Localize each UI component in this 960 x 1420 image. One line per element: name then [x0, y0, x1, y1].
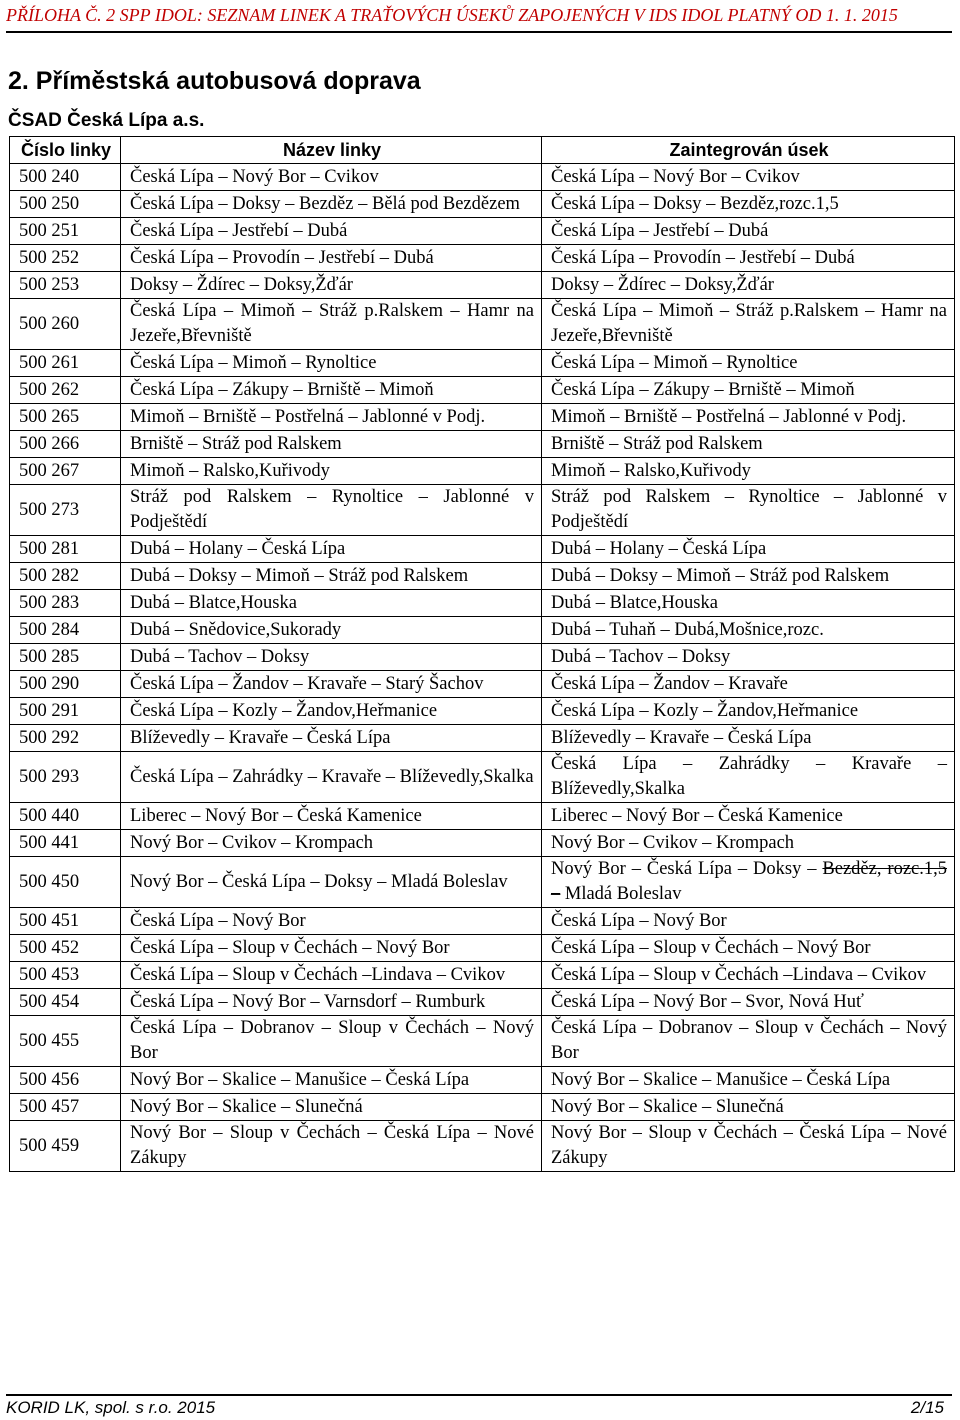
integrated-section: Dubá – Tuhaň – Dubá,Mošnice,rozc. — [542, 617, 955, 644]
integrated-section: Doksy – Ždírec – Doksy,Žďár — [542, 272, 955, 299]
line-name: Mimoň – Brniště – Postřelná – Jablonné v Podj. — [121, 404, 542, 431]
integrated-section: Česká Lípa – Nový Bor – Svor, Nová Huť — [542, 989, 955, 1016]
table-row — [10, 617, 955, 644]
integrated-section: Česká Lípa – Sloup v Čechách –Lindava – Cvikov — [542, 962, 955, 989]
table-row — [10, 1121, 955, 1172]
integrated-section: Česká Lípa – Doksy – Bezděz,rozc.1,5 — [542, 191, 955, 218]
line-number: 500 283 — [10, 590, 121, 617]
line-number: 500 290 — [10, 671, 121, 698]
integrated-section: Česká Lípa – Žandov – Kravaře — [542, 671, 955, 698]
table-row — [10, 830, 955, 857]
line-number: 500 253 — [10, 272, 121, 299]
line-name: Mimoň – Ralsko,Kuřivody — [121, 458, 542, 485]
line-name: Blíževedly – Kravaře – Česká Lípa — [121, 725, 542, 752]
column-header-number: Číslo linky — [10, 137, 121, 164]
line-number: 500 293 — [10, 752, 121, 803]
table-row — [10, 857, 955, 908]
line-name: Česká Lípa – Nový Bor — [121, 908, 542, 935]
integrated-section: Česká Lípa – Kozly – Žandov,Heřmanice — [542, 698, 955, 725]
page-footer — [6, 1394, 952, 1420]
line-number: 500 266 — [10, 431, 121, 458]
integrated-section: Česká Lípa – Nový Bor – Cvikov — [542, 164, 955, 191]
line-number: 500 261 — [10, 350, 121, 377]
line-number: 500 441 — [10, 830, 121, 857]
footer-page-number: 2/15 — [910, 1398, 944, 1417]
line-number: 500 260 — [10, 299, 121, 350]
table-row — [10, 377, 955, 404]
table-row — [10, 962, 955, 989]
integrated-section: Česká Lípa – Jestřebí – Dubá — [542, 218, 955, 245]
integrated-section: Nový Bor – Skalice – Manušice – Česká Lípa — [542, 1067, 955, 1094]
table-row — [10, 272, 955, 299]
table-row — [10, 350, 955, 377]
line-number: 500 250 — [10, 191, 121, 218]
line-number: 500 240 — [10, 164, 121, 191]
table-row — [10, 431, 955, 458]
line-name: Brniště – Stráž pod Ralskem — [121, 431, 542, 458]
line-name: Česká Lípa – Provodín – Jestřebí – Dubá — [121, 245, 542, 272]
integrated-section: Česká Lípa – Dobranov – Sloup v Čechách – Nový Bor — [542, 1016, 955, 1067]
header-divider — [6, 31, 952, 33]
table-row — [10, 404, 955, 431]
table-row — [10, 218, 955, 245]
line-name: Dubá – Holany – Česká Lípa — [121, 536, 542, 563]
line-name: Česká Lípa – Nový Bor – Varnsdorf – Rumburk — [121, 989, 542, 1016]
integrated-section — [542, 857, 955, 908]
line-number: 500 450 — [10, 857, 121, 908]
line-number: 500 453 — [10, 962, 121, 989]
table-row — [10, 191, 955, 218]
line-name: Česká Lípa – Zahrádky – Kravaře – Blíževedly,Skalka — [121, 752, 542, 803]
line-name: Dubá – Doksy – Mimoň – Stráž pod Ralskem — [121, 563, 542, 590]
integrated-section: Dubá – Doksy – Mimoň – Stráž pod Ralskem — [542, 563, 955, 590]
line-number: 500 251 — [10, 218, 121, 245]
table-row — [10, 458, 955, 485]
table-row — [10, 908, 955, 935]
line-name: Nový Bor – Sloup v Čechách – Česká Lípa – Nové Zákupy — [121, 1121, 542, 1172]
line-number: 500 281 — [10, 536, 121, 563]
line-name: Nový Bor – Cvikov – Krompach — [121, 830, 542, 857]
line-name: Stráž pod Ralskem – Rynoltice – Jablonné v Podještědí — [121, 485, 542, 536]
table-row — [10, 590, 955, 617]
line-number: 500 282 — [10, 563, 121, 590]
line-number: 500 457 — [10, 1094, 121, 1121]
integrated-section: Česká Lípa – Sloup v Čechách – Nový Bor — [542, 935, 955, 962]
line-name: Česká Lípa – Sloup v Čechách –Lindava – Cvikov — [121, 962, 542, 989]
integrated-section: Česká Lípa – Mimoň – Rynoltice — [542, 350, 955, 377]
integrated-section: Dubá – Blatce,Houska — [542, 590, 955, 617]
table-header-row — [10, 137, 955, 164]
integrated-section: Česká Lípa – Zahrádky – Kravaře – Blíževedly,Skalka — [542, 752, 955, 803]
integrated-section: Dubá – Tachov – Doksy — [542, 644, 955, 671]
line-name: Česká Lípa – Sloup v Čechách – Nový Bor — [121, 935, 542, 962]
line-name: Dubá – Snědovice,Sukorady — [121, 617, 542, 644]
line-name: Česká Lípa – Nový Bor – Cvikov — [121, 164, 542, 191]
line-name: Česká Lípa – Mimoň – Stráž p.Ralskem – Hamr na Jezeře,Břevniště — [121, 299, 542, 350]
table-row — [10, 485, 955, 536]
line-number: 500 452 — [10, 935, 121, 962]
line-number: 500 440 — [10, 803, 121, 830]
integrated-section: Blíževedly – Kravaře – Česká Lípa — [542, 725, 955, 752]
company-name: ČSAD Česká Lípa a.s. — [8, 110, 205, 131]
integrated-section: Česká Lípa – Zákupy – Brniště – Mimoň — [542, 377, 955, 404]
line-name: Dubá – Tachov – Doksy — [121, 644, 542, 671]
table-row — [10, 1067, 955, 1094]
line-name: Česká Lípa – Zákupy – Brniště – Mimoň — [121, 377, 542, 404]
line-number: 500 265 — [10, 404, 121, 431]
integrated-section: Mimoň – Brniště – Postřelná – Jablonné v Podj. — [542, 404, 955, 431]
integrated-section: Nový Bor – Sloup v Čechách – Česká Lípa – Nové Zákupy — [542, 1121, 955, 1172]
line-number: 500 455 — [10, 1016, 121, 1067]
line-number: 500 459 — [10, 1121, 121, 1172]
table-row — [10, 245, 955, 272]
table-row — [10, 1016, 955, 1067]
table-row — [10, 299, 955, 350]
line-number: 500 284 — [10, 617, 121, 644]
line-number: 500 273 — [10, 485, 121, 536]
integrated-section: Dubá – Holany – Česká Lípa — [542, 536, 955, 563]
table-row — [10, 164, 955, 191]
struck-section-text: Bezděz, rozc.1,5 – — [551, 859, 947, 904]
integrated-section: Nový Bor – Cvikov – Krompach — [542, 830, 955, 857]
line-name: Nový Bor – Česká Lípa – Doksy – Mladá Boleslav — [121, 857, 542, 908]
table-row — [10, 644, 955, 671]
line-number: 500 291 — [10, 698, 121, 725]
line-number: 500 267 — [10, 458, 121, 485]
section-text: Nový Bor – Česká Lípa – Doksy – — [551, 859, 817, 879]
integrated-section: Nový Bor – Skalice – Slunečná — [542, 1094, 955, 1121]
line-name: Doksy – Ždírec – Doksy,Žďár — [121, 272, 542, 299]
table-row — [10, 671, 955, 698]
column-header-name: Název linky — [121, 137, 542, 164]
column-header-section: Zaintegrován úsek — [542, 137, 955, 164]
line-number: 500 451 — [10, 908, 121, 935]
lines-table — [9, 136, 955, 1172]
integrated-section: Česká Lípa – Mimoň – Stráž p.Ralskem – Hamr na Jezeře,Břevniště — [542, 299, 955, 350]
line-number: 500 292 — [10, 725, 121, 752]
section-title: 2. Příměstská autobusová doprava — [8, 67, 421, 95]
integrated-section: Liberec – Nový Bor – Česká Kamenice — [542, 803, 955, 830]
line-name: Česká Lípa – Jestřebí – Dubá — [121, 218, 542, 245]
integrated-section: Brniště – Stráž pod Ralskem — [542, 431, 955, 458]
line-number: 500 252 — [10, 245, 121, 272]
page-header: PŘÍLOHA Č. 2 SPP IDOL: SEZNAM LINEK A TRAŤOVÝCH ÚSEKŮ ZAPOJENÝCH V IDS IDOL PLATNÝ OD 1. 1. 2015 — [6, 5, 898, 25]
line-name: Nový Bor – Skalice – Manušice – Česká Lípa — [121, 1067, 542, 1094]
table-row — [10, 989, 955, 1016]
line-number: 500 285 — [10, 644, 121, 671]
line-name: Česká Lípa – Žandov – Kravaře – Starý Šachov — [121, 671, 542, 698]
line-name: Dubá – Blatce,Houska — [121, 590, 542, 617]
line-name: Česká Lípa – Dobranov – Sloup v Čechách – Nový Bor — [121, 1016, 542, 1067]
table-row — [10, 725, 955, 752]
line-number: 500 456 — [10, 1067, 121, 1094]
table-row — [10, 698, 955, 725]
integrated-section: Stráž pod Ralskem – Rynoltice – Jablonné v Podještědí — [542, 485, 955, 536]
table-body — [10, 164, 955, 1172]
table-row — [10, 563, 955, 590]
line-name: Česká Lípa – Mimoň – Rynoltice — [121, 350, 542, 377]
line-name: Liberec – Nový Bor – Česká Kamenice — [121, 803, 542, 830]
table-row — [10, 536, 955, 563]
table-row — [10, 803, 955, 830]
line-name: Česká Lípa – Doksy – Bezděz – Bělá pod Bezdězem — [121, 191, 542, 218]
integrated-section: Mimoň – Ralsko,Kuřivody — [542, 458, 955, 485]
line-number: 500 262 — [10, 377, 121, 404]
line-name: Nový Bor – Skalice – Slunečná — [121, 1094, 542, 1121]
line-name: Česká Lípa – Kozly – Žandov,Heřmanice — [121, 698, 542, 725]
table-row — [10, 1094, 955, 1121]
integrated-section: Česká Lípa – Nový Bor — [542, 908, 955, 935]
integrated-section: Česká Lípa – Provodín – Jestřebí – Dubá — [542, 245, 955, 272]
table-row — [10, 935, 955, 962]
footer-company: KORID LK, spol. s r.o. 2015 — [6, 1398, 216, 1417]
section-text-tail: Mladá Boleslav — [560, 884, 682, 904]
table-row — [10, 752, 955, 803]
line-number: 500 454 — [10, 989, 121, 1016]
